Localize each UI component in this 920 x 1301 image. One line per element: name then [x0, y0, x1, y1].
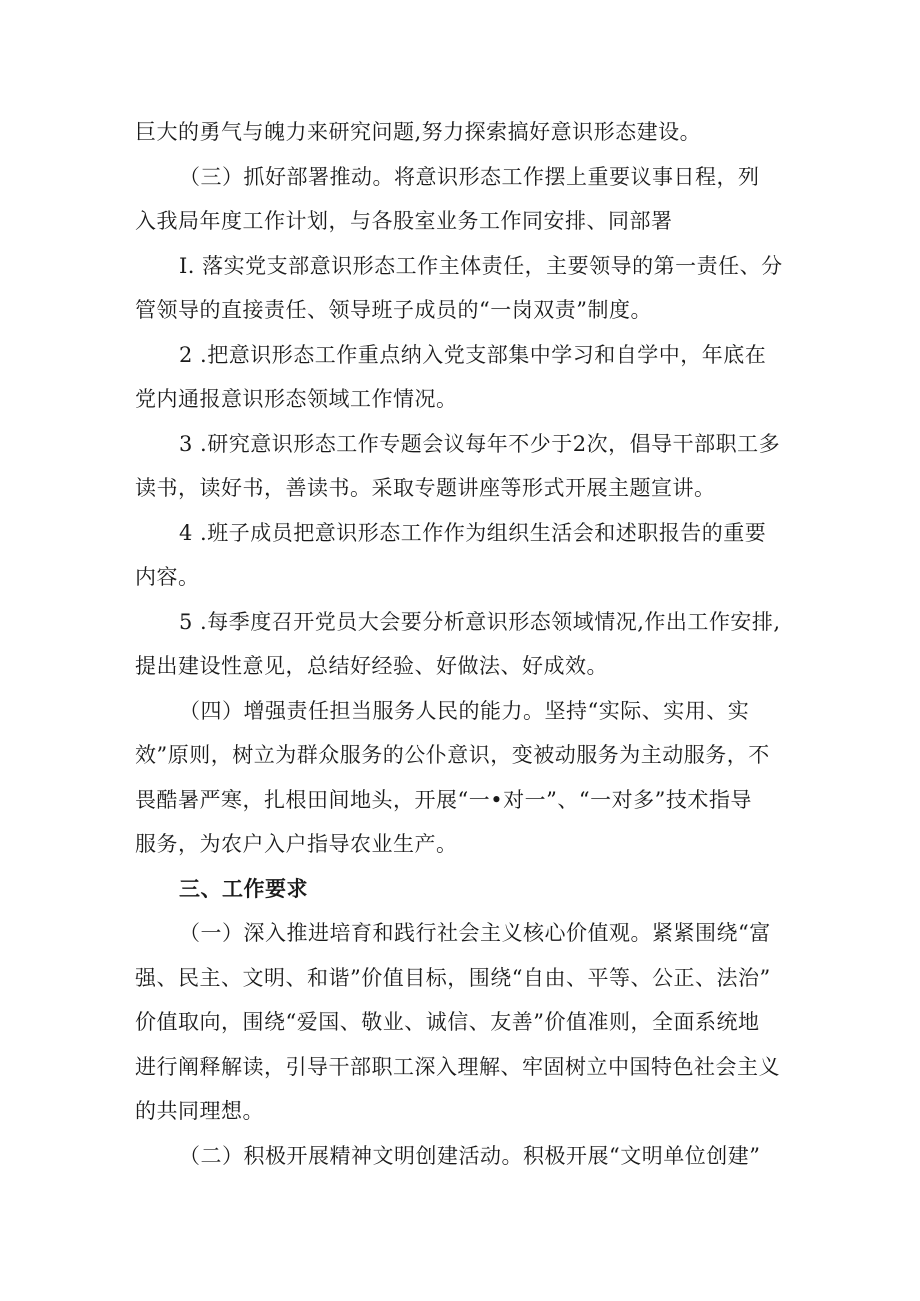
- paragraph-line: （二）积极开展精神文明创建活动。积极开展“文明单位创建”: [179, 1143, 761, 1168]
- document-body: [135, 110, 795, 1178]
- section-heading: 三、工作要求: [179, 875, 308, 901]
- paragraph-line: （三）抓好部署推动。将意识形态工作摆上重要议事日程，列: [179, 164, 760, 189]
- text-line: 服务，为农户入户指导农业生产。: [135, 832, 458, 856]
- text-line: 的共同理想。: [135, 1099, 264, 1123]
- text-line: 畏酷暑严寒，扎根田间地头，开展“一•对一”、“一对多”技术指导: [135, 787, 752, 812]
- list-item-line: 4 .班子成员把意识形态工作作为组织生活会和述职报告的重要: [179, 520, 767, 545]
- text-line: 读书，读好书，善读书。采取专题讲座等形式开展主题宣讲。: [135, 476, 716, 500]
- text-line: 内容。: [135, 565, 200, 589]
- list-item-line: 2 .把意识形态工作重点纳入党支部集中学习和自学中，年底在: [179, 342, 767, 367]
- text-line: 进行阐释解读，引导干部职工深入理解、牢固树立中国特色社会主义: [135, 1054, 780, 1079]
- text-line: 效”原则，树立为群众服务的公仆意识，变被动服务为主动服务，不: [135, 743, 770, 767]
- text-line: 巨大的勇气与魄力来研究问题,努力探索搞好意识形态建设。: [135, 120, 702, 144]
- text-line: 入我局年度工作计划，与各股室业务工作同安排、同部署: [135, 209, 673, 233]
- text-line: 提出建设性意见，总结好经验、好做法、好成效。: [135, 654, 608, 678]
- text-line: 强、民主、文明、和谐”价值目标，围绕“自由、平等、公正、法治”: [135, 965, 771, 990]
- paragraph-line: （四）增强责任担当服务人民的能力。坚持“实际、实用、实: [179, 698, 750, 723]
- list-item-line: 5 .每季度召开党员大会要分析意识形态领域情况,作出工作安排,: [179, 609, 781, 634]
- text-line: 管领导的直接责任、领导班子成员的“一岗双责”制度。: [135, 298, 652, 322]
- list-item-line: 3 .研究意识形态工作专题会议每年不少于2次，倡导干部职工多: [179, 431, 781, 456]
- text-line: 价值取向，围绕“爱国、敬业、诚信、友善”价值准则，全面系统地: [135, 1010, 760, 1034]
- list-item-line: I. 落实党支部意识形态工作主体责任，主要领导的第一责任、分: [179, 253, 783, 278]
- paragraph-line: （一）深入推进培育和践行社会主义核心价值观。紧紧围绕“富: [179, 921, 771, 945]
- text-line: 党内通报意识形态领域工作情况。: [135, 387, 458, 411]
